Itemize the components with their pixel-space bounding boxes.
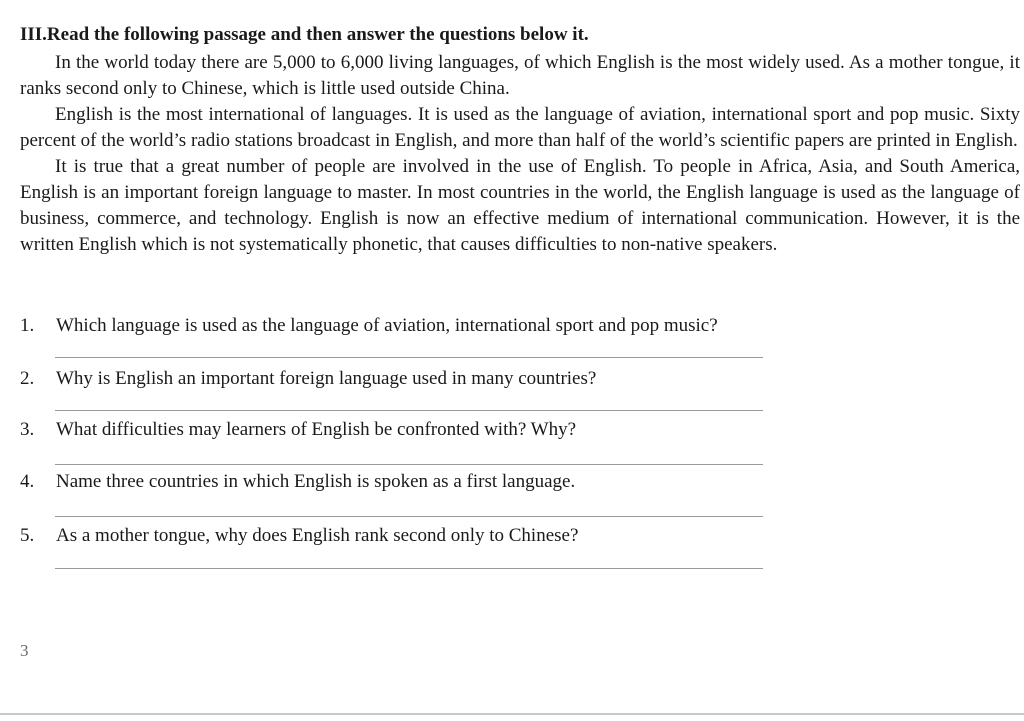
- question-number: 1.: [20, 315, 35, 336]
- question-text: As a mother tongue, why does English rank second only to Chinese?: [56, 525, 579, 546]
- answer-line-3[interactable]: [55, 464, 763, 465]
- question-text: Name three countries in which English is spoken as a first language.: [56, 471, 576, 492]
- question-text: Which language is used as the language of aviation, international sport and pop music?: [56, 315, 718, 336]
- question-text: What difficulties may learners of English be confronted with? Why?: [56, 419, 577, 440]
- section-heading: III.Read the following passage and then answer the questions below it.: [20, 24, 589, 45]
- question-5: [20, 523, 578, 549]
- answer-line-1[interactable]: [55, 357, 763, 358]
- question-number: 2.: [20, 368, 35, 389]
- answer-line-2[interactable]: [55, 410, 763, 411]
- question-number: 4.: [20, 471, 35, 492]
- passage-paragraph: English is the most international of languages. It is used as the language of aviation, international sport and pop music. Sixty percent of the world’s radio stations broadcast in English, and more than half of the world’s scientific papers are printed in English.: [20, 104, 1020, 151]
- passage-paragraph: It is true that a great number of people are involved in the use of English. To people in Africa, Asia, and South America, English is an important foreign language to master. In most countries in the world, the English language is used as the language of business, commerce, and technology. English is now an effective medium of international communication. However, it is the written English which is not systematically phonetic, that causes difficulties to non-native speakers.: [20, 156, 1020, 255]
- question-1: [20, 313, 718, 339]
- reading-passage: [20, 50, 1020, 258]
- question-3: [20, 417, 576, 443]
- question-number: 3.: [20, 419, 35, 440]
- question-4: [20, 469, 575, 495]
- answer-line-5[interactable]: [55, 568, 763, 569]
- answer-line-4[interactable]: [55, 516, 763, 517]
- question-2: [20, 366, 596, 392]
- passage-paragraph: In the world today there are 5,000 to 6,000 living languages, of which English is the most widely used. As a mother tongue, it ranks second only to Chinese, which is little used outside China.: [20, 52, 1020, 99]
- bottom-divider: [0, 713, 1024, 715]
- page-number: 3: [20, 641, 29, 660]
- question-text: Why is English an important foreign language used in many countries?: [56, 368, 597, 389]
- question-number: 5.: [20, 525, 35, 546]
